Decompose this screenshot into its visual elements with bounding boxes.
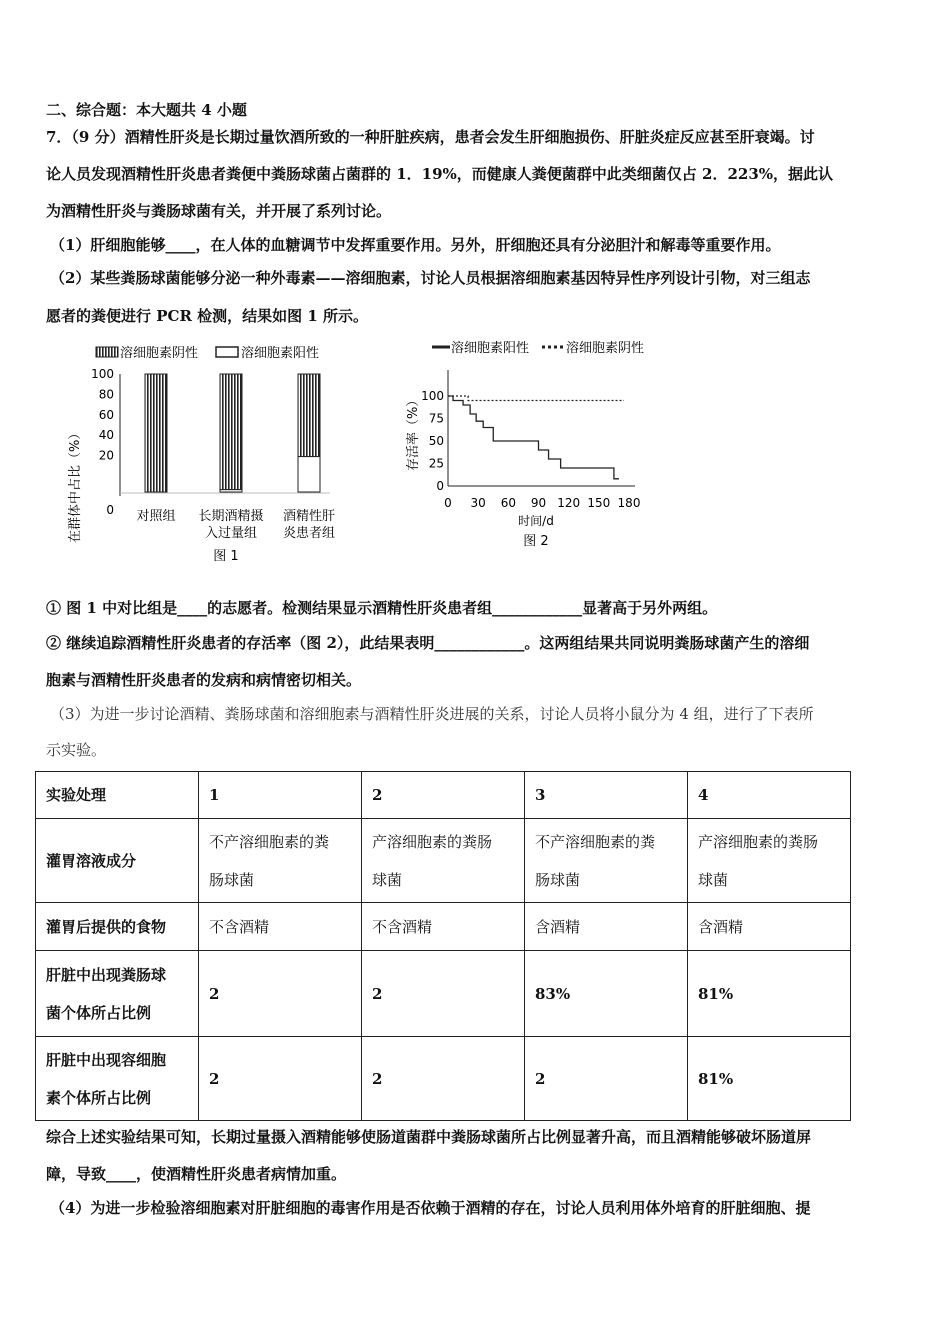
table-cell-line: 81% <box>698 984 734 1003</box>
figure-2-title: 图 2 <box>523 534 549 549</box>
bar-positive <box>220 490 242 492</box>
figure-1-y-tick-label: 0 <box>106 503 114 517</box>
table-row-label-line: 灌胃后提供的食物 <box>46 917 167 936</box>
table-row-label-line: 菌个体所占比例 <box>46 1003 152 1022</box>
table-header-cell: 实验处理 <box>36 772 199 819</box>
figure-2-ylabel: 存活率（%） <box>406 393 421 471</box>
legend-label-negative: 溶细胞素阴性 <box>566 341 645 356</box>
figure-1-y-tick-label: 40 <box>98 428 114 443</box>
q7-summary-line-2: 障，导致____，使酒精性肝炎患者病情加重。 <box>46 1165 347 1183</box>
table-cell-line: 2 <box>372 1069 383 1088</box>
table-cell <box>688 1037 851 1121</box>
table-cell-line: 81% <box>698 1069 734 1088</box>
table-row <box>36 1037 851 1121</box>
legend-label-positive: 溶细胞素阳性 <box>241 346 320 361</box>
figure-1-category-label: 对照组 <box>136 509 176 524</box>
table-cell-line: 球菌 <box>372 870 403 889</box>
q7-part3-line-1: （3）为进一步讨论酒精、粪肠球菌和溶细胞素与酒精性肝炎进展的关系，讨论人员将小鼠分为 4 组，进行了下表所 <box>50 705 814 723</box>
bar-negative <box>220 374 242 490</box>
table-cell <box>199 903 362 951</box>
figure-1-bar-chart <box>60 338 360 570</box>
table-row-label-line: 肝脏中出现容细胞 <box>46 1050 167 1069</box>
figure-2-x-tick-label: 0 <box>444 496 452 510</box>
experiment-table <box>35 771 851 1121</box>
figure-2-x-tick-label: 120 <box>557 496 581 510</box>
table-row <box>36 903 851 951</box>
q7-summary-line-1: 综合上述实验结果可知，长期过量摄入酒精能够使肠道菌群中粪肠球菌所占比例显著升高，而且酒精能够破坏肠道屏 <box>46 1128 812 1146</box>
table-cell <box>199 1037 362 1121</box>
figure-2-x-tick-label: 150 <box>587 496 611 510</box>
series-line-positive <box>448 396 619 479</box>
figure-1-category-label: 入过量组 <box>204 526 258 541</box>
table-header-cell: 1 <box>199 772 362 819</box>
legend-swatch-positive <box>216 347 238 357</box>
table-row-label <box>36 1037 199 1121</box>
table-row-label <box>36 951 199 1037</box>
figure-1-y-tick-label: 20 <box>98 448 114 463</box>
table-cell-line: 含酒精 <box>535 917 581 936</box>
table-cell <box>199 819 362 903</box>
figure-2-x-tick-label: 60 <box>500 496 516 510</box>
table-cell <box>525 951 688 1037</box>
table-cell <box>362 819 525 903</box>
table-cell-line: 肠球菌 <box>209 870 255 889</box>
figure-1-y-tick-label: 60 <box>98 407 114 422</box>
figure-2-xlabel: 时间/d <box>518 514 554 528</box>
table-cell <box>199 951 362 1037</box>
figure-1-category-label: 炎患者组 <box>282 526 336 541</box>
table-cell <box>362 1037 525 1121</box>
table-row <box>36 819 851 903</box>
table-cell-line: 不含酒精 <box>372 917 433 936</box>
figure-1-y-tick-label: 80 <box>98 387 114 402</box>
figure-2-x-tick-label: 90 <box>530 496 547 510</box>
series-line-negative <box>448 396 624 401</box>
table-row-label-line: 肝脏中出现粪肠球 <box>46 965 167 984</box>
bar-negative <box>298 374 320 457</box>
table-cell-line: 不含酒精 <box>209 917 270 936</box>
q7-sub-question-1: ① 图 1 中对比组是____的志愿者。检测结果显示酒精性肝炎患者组____________显著高于另外两组。 <box>46 599 718 617</box>
figure-2-survival-chart <box>400 336 660 558</box>
figure-2-y-tick-label: 0 <box>436 479 444 493</box>
q7-part1: （1）肝细胞能够____，在人体的血糖调节中发挥重要作用。另外，肝细胞还具有分泌胆汁和解毒等重要作用。 <box>50 236 781 254</box>
table-header-row <box>36 772 851 819</box>
q7-part2-line-2: 愿者的粪便进行 PCR 检测，结果如图 1 所示。 <box>46 307 369 325</box>
table-cell <box>688 903 851 951</box>
table-row-label <box>36 903 199 951</box>
table-row-label-line: 素个体所占比例 <box>46 1088 152 1107</box>
section-title: 二、综合题：本大题共 4 小题 <box>46 101 247 119</box>
table-cell-line: 含酒精 <box>698 917 744 936</box>
table-cell-line: 2 <box>535 1069 546 1088</box>
table-cell <box>362 903 525 951</box>
table-cell-line: 2 <box>209 984 220 1003</box>
table-header-cell: 2 <box>362 772 525 819</box>
legend-swatch-negative <box>96 347 118 357</box>
table-header-cell: 4 <box>688 772 851 819</box>
table-cell <box>362 951 525 1037</box>
table-row-label-line: 灌胃溶液成分 <box>46 851 137 870</box>
table-cell <box>525 819 688 903</box>
figure-2-y-tick-label: 50 <box>428 434 444 448</box>
q7-part2-line-1: （2）某些粪肠球菌能够分泌一种外毒素——溶细胞素，讨论人员根据溶细胞素基因特异性序列设计引物，对三组志 <box>50 269 811 287</box>
table-row-label <box>36 819 199 903</box>
q7-sub-question-2-line-2: 胞素与酒精性肝炎患者的发病和病情密切相关。 <box>46 671 362 689</box>
table-cell-line: 不产溶细胞素的粪 <box>209 832 330 851</box>
table-cell-line: 不产溶细胞素的粪 <box>535 832 656 851</box>
q7-intro-line-1: 7．（9 分）酒精性肝炎是长期过量饮酒所致的一种肝脏疾病，患者会发生肝细胞损伤、肝脏炎症反应甚至肝衰竭。讨 <box>46 128 815 146</box>
legend-label-positive: 溶细胞素阳性 <box>451 341 530 356</box>
table-header-cell: 3 <box>525 772 688 819</box>
bar-negative <box>145 374 167 492</box>
table-cell <box>688 951 851 1037</box>
figure-2-y-tick-label: 75 <box>428 411 444 426</box>
legend-label-negative: 溶细胞素阴性 <box>120 346 199 361</box>
figure-1-y-tick-label: 100 <box>91 367 114 381</box>
figure-2-x-tick-label: 180 <box>617 496 641 510</box>
table-cell-line: 肠球菌 <box>535 870 581 889</box>
figure-1-ylabel: 在群体中占比（%） <box>68 426 83 543</box>
bar-positive <box>298 457 320 492</box>
table-cell-line: 83% <box>535 984 571 1003</box>
figure-1-category-label: 长期酒精摄 <box>198 509 264 524</box>
table-cell-line: 产溶细胞素的粪肠 <box>372 832 493 851</box>
table-cell-line: 2 <box>372 984 383 1003</box>
q7-intro-line-2: 论人员发现酒精性肝炎患者粪便中粪肠球菌占菌群的 1．19%，而健康人粪便菌群中此类细菌仅占 2．223%，据此认 <box>46 165 834 183</box>
figure-2-y-tick-label: 100 <box>421 389 444 403</box>
table-cell-line: 球菌 <box>698 870 729 889</box>
table-cell-line: 产溶细胞素的粪肠 <box>698 832 819 851</box>
figure-2-y-tick-label: 25 <box>428 456 444 471</box>
table-row <box>36 951 851 1037</box>
table-cell-line: 2 <box>209 1069 220 1088</box>
q7-part3-line-2: 示实验。 <box>46 741 107 759</box>
figure-1-title: 图 1 <box>213 549 239 564</box>
figure-2-x-tick-label: 30 <box>470 496 486 510</box>
q7-part4: （4）为进一步检验溶细胞素对肝脏细胞的毒害作用是否依赖于酒精的存在，讨论人员利用体外培育的肝脏细胞、提 <box>50 1199 811 1217</box>
q7-sub-question-2-line-1: ② 继续追踪酒精性肝炎患者的存活率（图 2），此结果表明____________。这两组结果共同说明粪肠球菌产生的溶细 <box>46 634 810 652</box>
table-cell <box>525 1037 688 1121</box>
table-cell <box>688 819 851 903</box>
q7-intro-line-3: 为酒精性肝炎与粪肠球菌有关，并开展了系列讨论。 <box>46 202 392 220</box>
figure-1-category-label: 酒精性肝 <box>282 509 336 524</box>
table-cell <box>525 903 688 951</box>
